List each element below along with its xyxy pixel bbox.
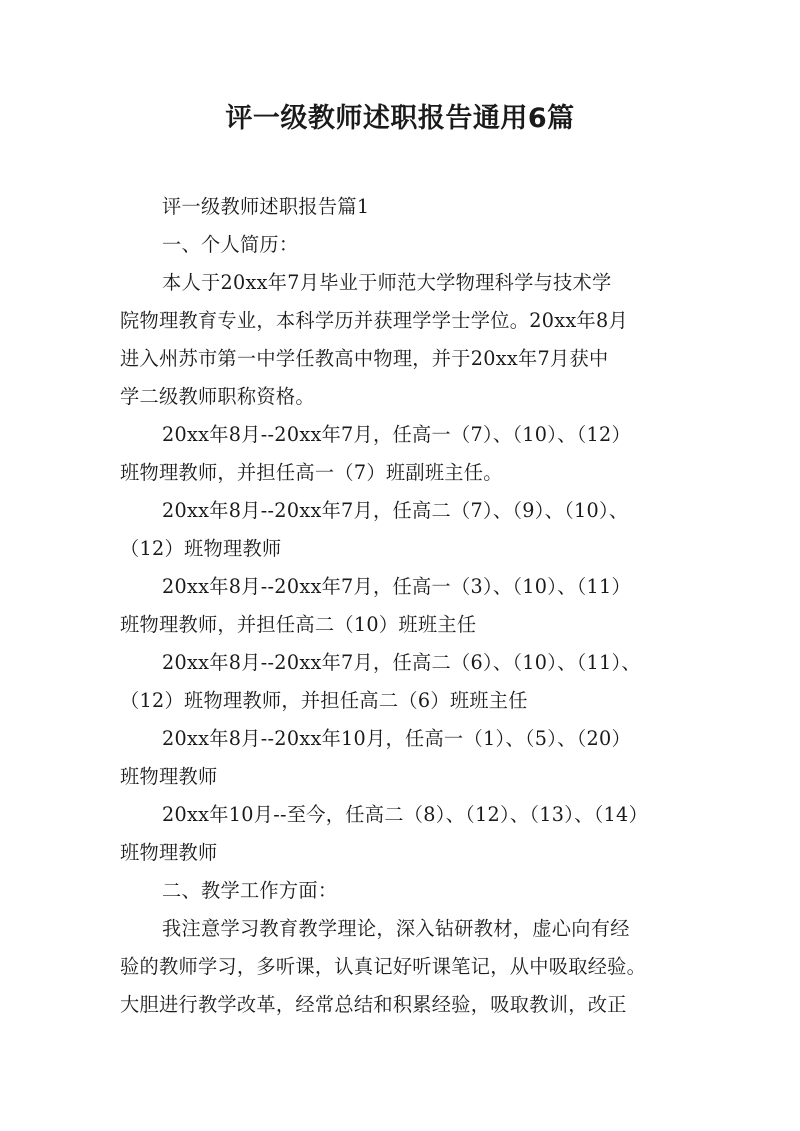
resume-item-line: （12）班物理教师，并担任高二（6）班班主任 <box>120 689 528 712</box>
resume-item-line: 20xx年8月--20xx年7月，任高二（7）、（9）、（10）、 <box>162 499 629 522</box>
resume-item-line: 班物理教师 <box>120 841 218 864</box>
resume-item-line: 20xx年8月--20xx年7月，任高一（3）、（10）、（11） <box>162 575 632 598</box>
resume-item-line: 班物理教师，并担任高二（10）班班主任 <box>120 613 477 636</box>
resume-item-line: 20xx年8月--20xx年10月，任高一（1）、（5）、（20） <box>162 727 632 750</box>
resume-item-line: 班物理教师 <box>120 765 218 788</box>
paragraph-line: 院物理教育专业，本科学历并获理学学士学位。20xx年8月 <box>120 309 628 332</box>
heading-personal-resume: 一、个人简历： <box>162 233 299 256</box>
section-title: 评一级教师述职报告篇1 <box>162 195 370 218</box>
heading-teaching-work: 二、教学工作方面： <box>162 879 338 902</box>
resume-item-line: 20xx年8月--20xx年7月，任高一（7）、（10）、（12） <box>162 423 632 446</box>
document-title: 评一级教师述职报告通用6篇 <box>225 103 575 134</box>
resume-item-line: 班物理教师，并担任高一（7）班副班主任。 <box>120 461 503 484</box>
resume-item-line: 20xx年8月--20xx年7月，任高二（6）、（10）、（11）、 <box>162 651 641 674</box>
paragraph-line: 进入州苏市第一中学任教高中物理，并于20xx年7月获中 <box>120 347 609 370</box>
paragraph-line: 本人于20xx年7月毕业于师范大学物理科学与技术学 <box>162 271 612 294</box>
resume-item-line: （12）班物理教师 <box>120 537 282 560</box>
resume-item-line: 20xx年10月--至今，任高二（8）、（12）、（13）、（14） <box>162 803 649 826</box>
paragraph-line: 学二级教师职称资格。 <box>120 385 315 408</box>
paragraph-line: 大胆进行教学改革，经常总结和积累经验，吸取教训，改正 <box>120 993 627 1016</box>
paragraph-line: 验的教师学习，多听课，认真记好听课笔记，从中吸取经验。 <box>120 955 647 978</box>
paragraph-line: 我注意学习教育教学理论，深入钻研教材，虚心向有经 <box>162 917 630 940</box>
